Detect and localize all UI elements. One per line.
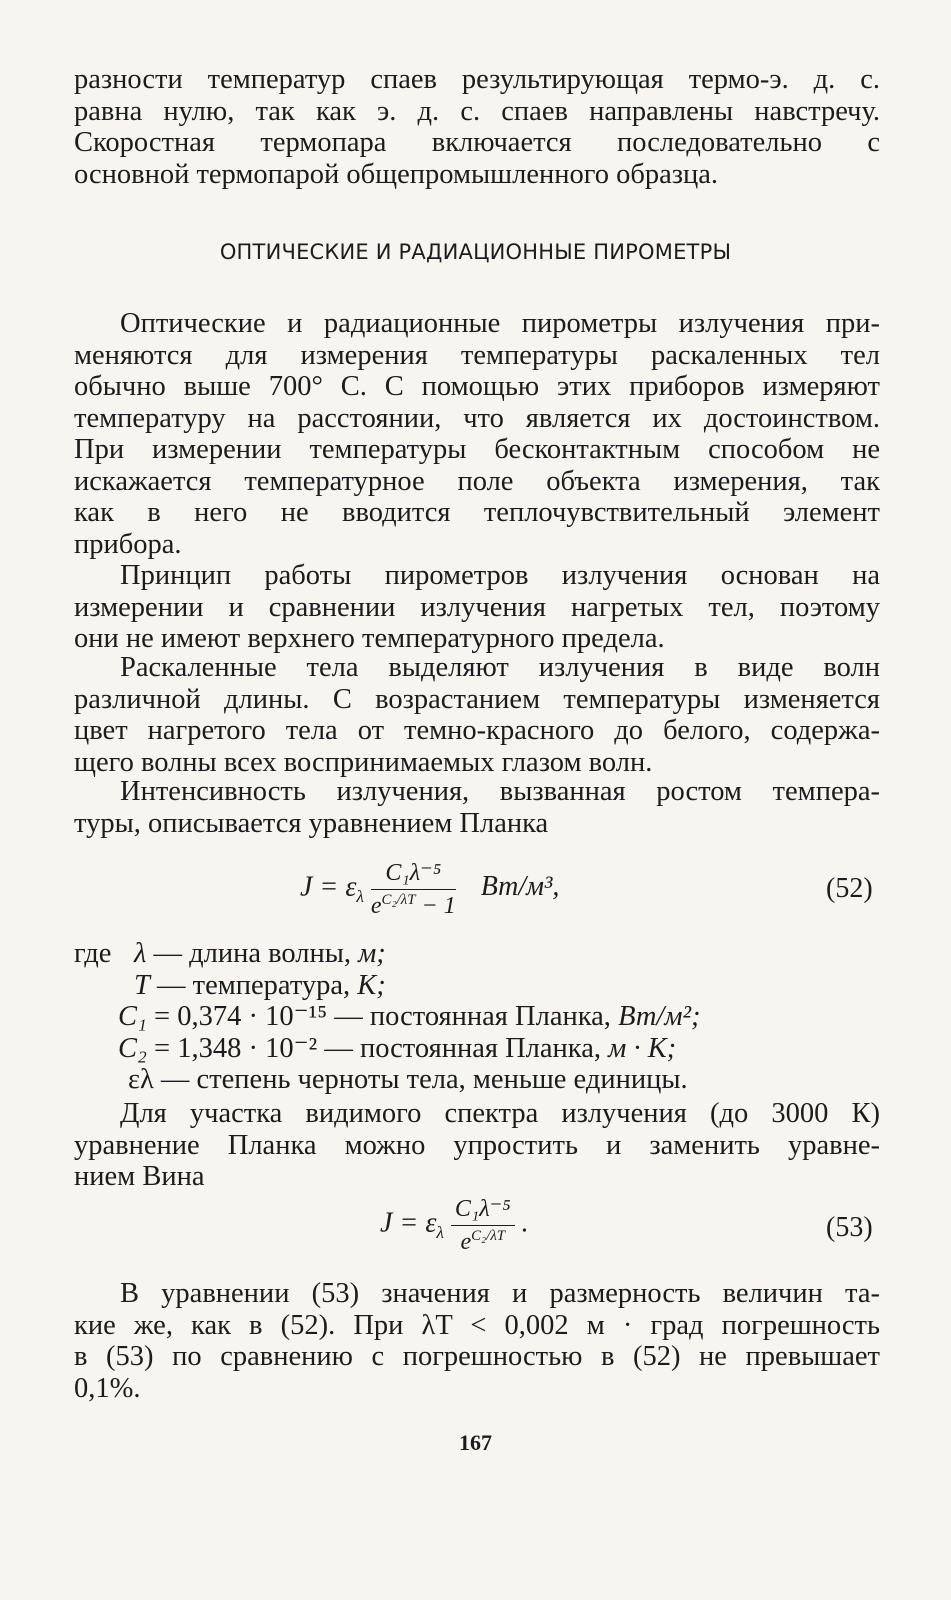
text-line: Скоростная термопара включается последовательно с — [74, 127, 880, 158]
text-line: равна нулю, так как э. д. с. спаев направлены навстречу. — [74, 95, 880, 127]
text-line: Раскаленные тела выделяют излучения в виде волн — [120, 652, 880, 683]
definition-text: — длина волны, — [146, 938, 359, 969]
text-line: цвет нагретого тела от темно-красного до белого, содержа- — [74, 715, 880, 746]
equation-subscript: λ — [356, 887, 364, 907]
text-line: в (53) по сравнению с погрешностью в (52) не превышает — [74, 1341, 880, 1372]
text-line: При измерении температуры бесконтактным способом не — [74, 434, 880, 465]
section-heading: ОПТИЧЕСКИЕ И РАДИАЦИОННЫЕ ПИРОМЕТРЫ — [219, 240, 732, 264]
definition-text: — температура, — [149, 969, 358, 1001]
equation-units: Вт/м³, — [480, 871, 560, 903]
definition-row — [74, 969, 386, 1002]
equation-fraction — [371, 858, 456, 920]
definition-symbol: C₂ — [118, 1032, 147, 1064]
definition-row — [74, 1064, 688, 1096]
text-line: В уравнении (53) значения и размерность величин та- — [120, 1278, 880, 1309]
paragraph-continuation — [74, 64, 880, 190]
equation-tail: . — [514, 1207, 529, 1239]
definition-where: где — [74, 938, 112, 969]
text-line: основной термопарой общепромышленного образца. — [74, 158, 719, 190]
text-line: Оптические и радиационные пирометры излучения при- — [120, 308, 880, 339]
equation-exp-base: e — [370, 893, 382, 919]
text-line: меняются для измерения температуры раскаленных тел — [74, 339, 880, 371]
definition-symbol: ελ — [128, 1064, 154, 1095]
equation-exp-base: e — [460, 1229, 472, 1255]
text-line: прибора. — [74, 528, 182, 560]
text-line: температуру на расстоянии, что является их достоинством. — [74, 402, 880, 434]
equation-numerator: C₁λ⁻⁵ — [451, 1194, 515, 1226]
paragraph-wien — [74, 1098, 880, 1193]
definition-unit: м; — [358, 938, 386, 969]
text-line: туры, описывается уравнением Планка — [74, 807, 549, 839]
definition-text: = 1,348 · 10⁻² — постоянная Планка, — [146, 1032, 609, 1064]
definition-row — [74, 1032, 677, 1065]
definition-row — [74, 1001, 701, 1033]
equation-fraction — [451, 1194, 515, 1256]
paragraph-intensity — [74, 776, 880, 839]
text-line: Принцип работы пирометров излучения основан на — [120, 560, 880, 591]
equation-denominator — [371, 890, 456, 920]
text-line: уравнение Планка можно упростить и заменить уравне- — [74, 1129, 880, 1161]
definition-symbol: C₁ — [118, 1001, 147, 1032]
paragraph-heated-bodies — [74, 652, 880, 778]
equation-lhs: J = ε — [300, 871, 357, 903]
equation-denominator-tail: − 1 — [415, 893, 456, 919]
text-line: искажается температурное поле объекта измерения, так — [74, 465, 880, 497]
text-line: они не имеют верхнего температурного предела. — [74, 623, 665, 654]
text-line: Интенсивность излучения, вызванная ростом темпера- — [120, 776, 880, 807]
text-line: 0,1%. — [74, 1372, 141, 1404]
equation-exponent: C₂/λT — [381, 892, 416, 908]
paragraph-principle — [74, 560, 880, 655]
text-line: обычно выше 700° С. С помощью этих приборов измеряют — [74, 371, 880, 402]
equation-lhs: J = ε — [380, 1207, 437, 1239]
text-line: кие же, как в (52). При λT < 0,002 м · град погрешность — [74, 1309, 880, 1341]
symbol-definitions — [74, 938, 701, 1096]
definition-text: — степень черноты тела, меньше единицы. — [153, 1064, 688, 1095]
text-line: различной длины. С возрастанием температуры изменяется — [74, 683, 880, 715]
text-line: Для участка видимого спектра излучения (до 3000 К) — [120, 1098, 880, 1129]
text-line: щего волны всех воспринимаемых глазом волн. — [74, 746, 653, 778]
text-line: измерении и сравнении излучения нагретых тел, поэтому — [74, 591, 880, 623]
definition-unit: K; — [357, 969, 386, 1001]
text-line: как в него не вводится теплочувствительный элемент — [74, 497, 880, 528]
equation-subscript: λ — [436, 1223, 444, 1243]
definition-row — [74, 938, 386, 970]
text-line: разности температур спаев результирующая термо-э. д. с. — [74, 64, 880, 95]
definition-unit: м · К; — [608, 1032, 677, 1064]
equation-wien — [380, 1194, 529, 1256]
definition-text: = 0,374 · 10⁻¹⁵ — постоянная Планка, — [146, 1001, 619, 1032]
equation-planck — [300, 858, 559, 920]
equation-numerator: C₁λ⁻⁵ — [371, 858, 456, 890]
equation-number: (52) — [826, 873, 873, 904]
definition-symbol: T — [134, 969, 150, 1001]
equation-denominator — [451, 1226, 515, 1256]
paragraph-comparison — [74, 1278, 880, 1404]
equation-number: (53) — [826, 1212, 873, 1243]
page-number: 167 — [459, 1430, 492, 1455]
text-line: нием Вина — [74, 1161, 205, 1192]
definition-unit: Вт/м²; — [618, 1001, 701, 1032]
equation-exponent: C₂/λT — [471, 1228, 506, 1244]
definition-symbol: λ — [134, 938, 147, 969]
paragraph-intro — [74, 308, 880, 560]
